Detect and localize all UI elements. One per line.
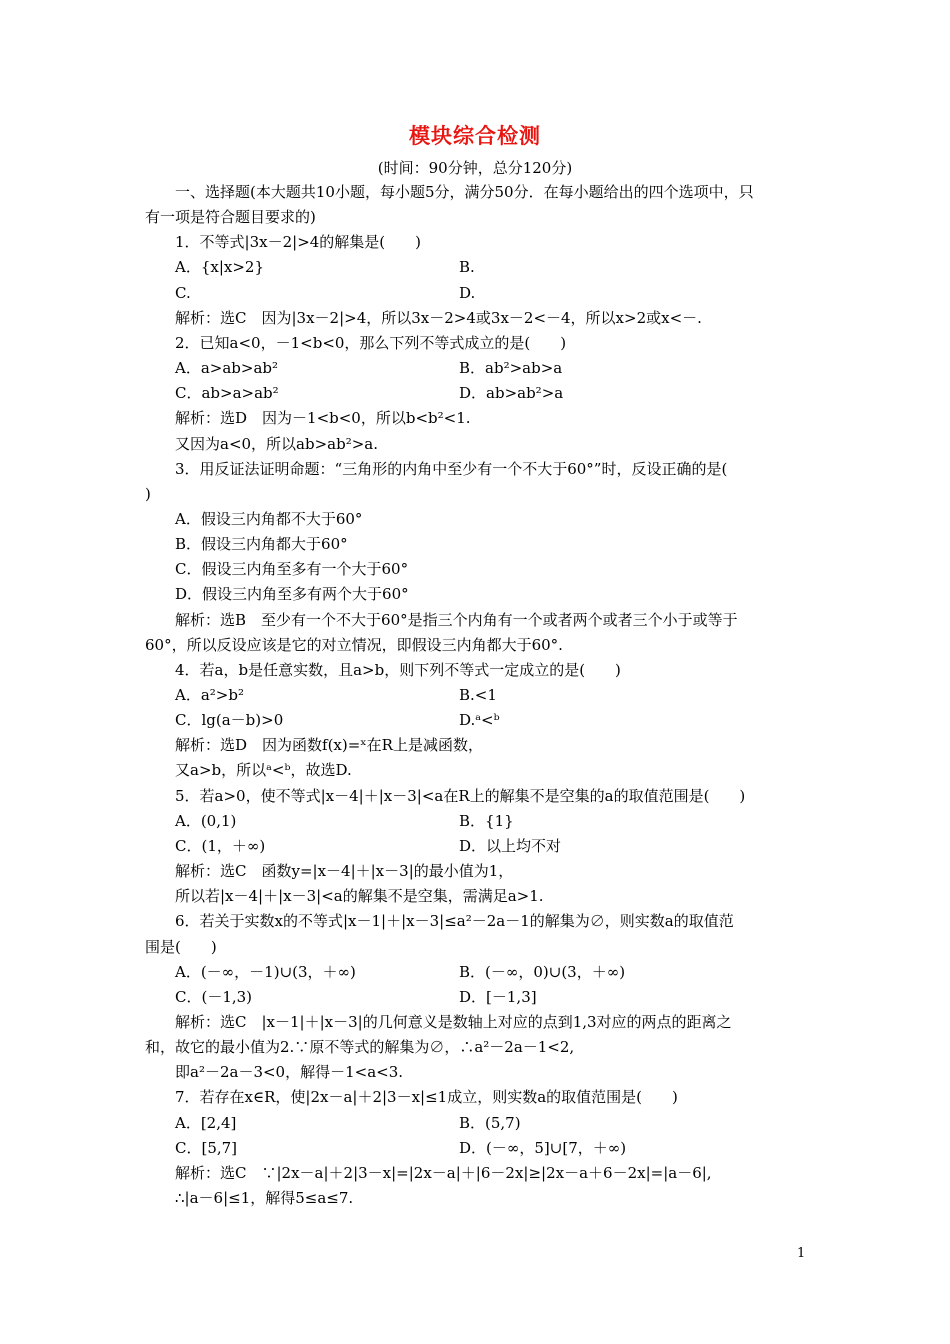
page-subtitle: (时间：90分钟，总分120分) (377, 159, 573, 177)
text-line: 5．若a>0，使不等式|x－4|＋|x－3|<a在R上的解集不是空集的a的取值范围是( ) (175, 786, 746, 805)
text-line: D．假设三内角至多有两个大于60° (175, 585, 409, 604)
option-right: B．(－∞，0)∪(3，＋∞) (459, 962, 626, 981)
option-left: C．lg(a－b)>0 (175, 711, 284, 730)
text-line: 又a>b，所以ᵃ<ᵇ，故选D. (175, 761, 352, 780)
option-left: C. (175, 283, 191, 302)
option-left: A．a²>b² (175, 686, 244, 704)
text-line: 解析：选C |x－1|＋|x－3|的几何意义是数轴上对应的点到1,3对应的两点的距离之 (175, 1012, 732, 1031)
option-right: D. (459, 283, 476, 302)
option-left: C．ab>a>ab² (175, 384, 279, 403)
option-right: D．ab>ab²>a (459, 384, 564, 403)
option-right: B．(5,7) (459, 1113, 521, 1132)
option-right: B.<1 (459, 686, 497, 704)
text-line: 围是( ) (145, 937, 217, 956)
text-line: C．假设三内角至多有一个大于60° (175, 560, 409, 579)
text-line: 4．若a，b是任意实数，且a>b，则下列不等式一定成立的是( ) (175, 660, 621, 679)
option-left: C．(－1,3) (175, 987, 253, 1006)
text-line: 和，故它的最小值为2.∵原不等式的解集为∅，∴a²－2a－1<2, (145, 1038, 575, 1057)
option-left: A．[2,4] (175, 1113, 237, 1132)
text-line: 解析：选C 函数y=|x－4|＋|x－3|的最小值为1， (175, 862, 514, 881)
option-left: C．[5,7] (175, 1138, 238, 1157)
text-line: 7．若存在x∈R，使|2x－a|＋2|3－x|≤1成立，则实数a的取值范围是( ) (175, 1088, 678, 1107)
option-left: A．(－∞，－1)∪(3，＋∞) (175, 962, 356, 981)
text-line: 解析：选B 至少有一个不大于60°是指三个内角有一个或者两个或者三个小于或等于 (175, 610, 738, 629)
text-line: A．假设三内角都不大于60° (175, 509, 363, 528)
option-left: C．(1，＋∞) (175, 836, 266, 855)
text-line: 又因为a<0，所以ab>ab²>a. (175, 434, 379, 453)
text-line: 有一项是符合题目要求的) (145, 208, 316, 227)
page-number: 1 (797, 1246, 806, 1261)
text-line: 解析：选C 因为|3x－2|>4，所以3x－2>4或3x－2<－4，所以x>2或x<－. (175, 308, 702, 327)
text-line: ) (145, 484, 151, 503)
option-right: B．ab²>ab>a (459, 359, 563, 378)
text-line: 2．已知a<0，－1<b<0，那么下列不等式成立的是( ) (175, 333, 567, 352)
text-line: 解析：选D 因为函数f(x)=ˣ在R上是减函数， (175, 736, 483, 755)
text-line: 60°，所以反设应该是它的对立情况，即假设三内角都大于60°. (145, 635, 563, 654)
text-line: 解析：选D 因为－1<b<0，所以b<b²<1. (175, 409, 471, 428)
option-left: A．(0,1) (175, 811, 237, 830)
page-title: 模块综合检测 (409, 123, 541, 148)
text-line: B．假设三内角都大于60° (175, 535, 348, 554)
text-line: 所以若|x－4|＋|x－3|<a的解集不是空集，需满足a>1. (175, 887, 544, 906)
option-right: D．(－∞，5]∪[7，＋∞) (459, 1138, 627, 1157)
option-right: D．[－1,3] (459, 987, 537, 1006)
option-right: D.ᵃ<ᵇ (459, 711, 500, 730)
option-left: A．{x|x>2} (175, 258, 265, 277)
option-left: A．a>ab>ab² (175, 359, 279, 378)
text-line: 1．不等式|3x－2|>4的解集是( ) (175, 233, 422, 252)
text-line: ∴|a－6|≤1，解得5≤a≤7. (175, 1189, 354, 1207)
text-line: 6．若关于实数x的不等式|x－1|＋|x－3|≤a²－2a－1的解集为∅，则实数a的取值范 (175, 912, 734, 931)
option-right: B. (459, 258, 475, 277)
text-line: 一、选择题(本大题共10小题，每小题5分，满分50分．在每小题给出的四个选项中，只 (175, 183, 754, 201)
option-right: D．以上均不对 (459, 836, 562, 855)
option-right: B．{1} (459, 811, 514, 830)
text-line: 3．用反证法证明命题：“三角形的内角中至少有一个不大于60°”时，反设正确的是( (175, 459, 728, 478)
text-line: 解析：选C ∵|2x－a|＋2|3－x|=|2x－a|＋|6－2x|≥|2x－a＋6－2x|=|a－6|, (175, 1163, 712, 1182)
text-line: 即a²－2a－3<0，解得－1<a<3. (175, 1063, 404, 1082)
